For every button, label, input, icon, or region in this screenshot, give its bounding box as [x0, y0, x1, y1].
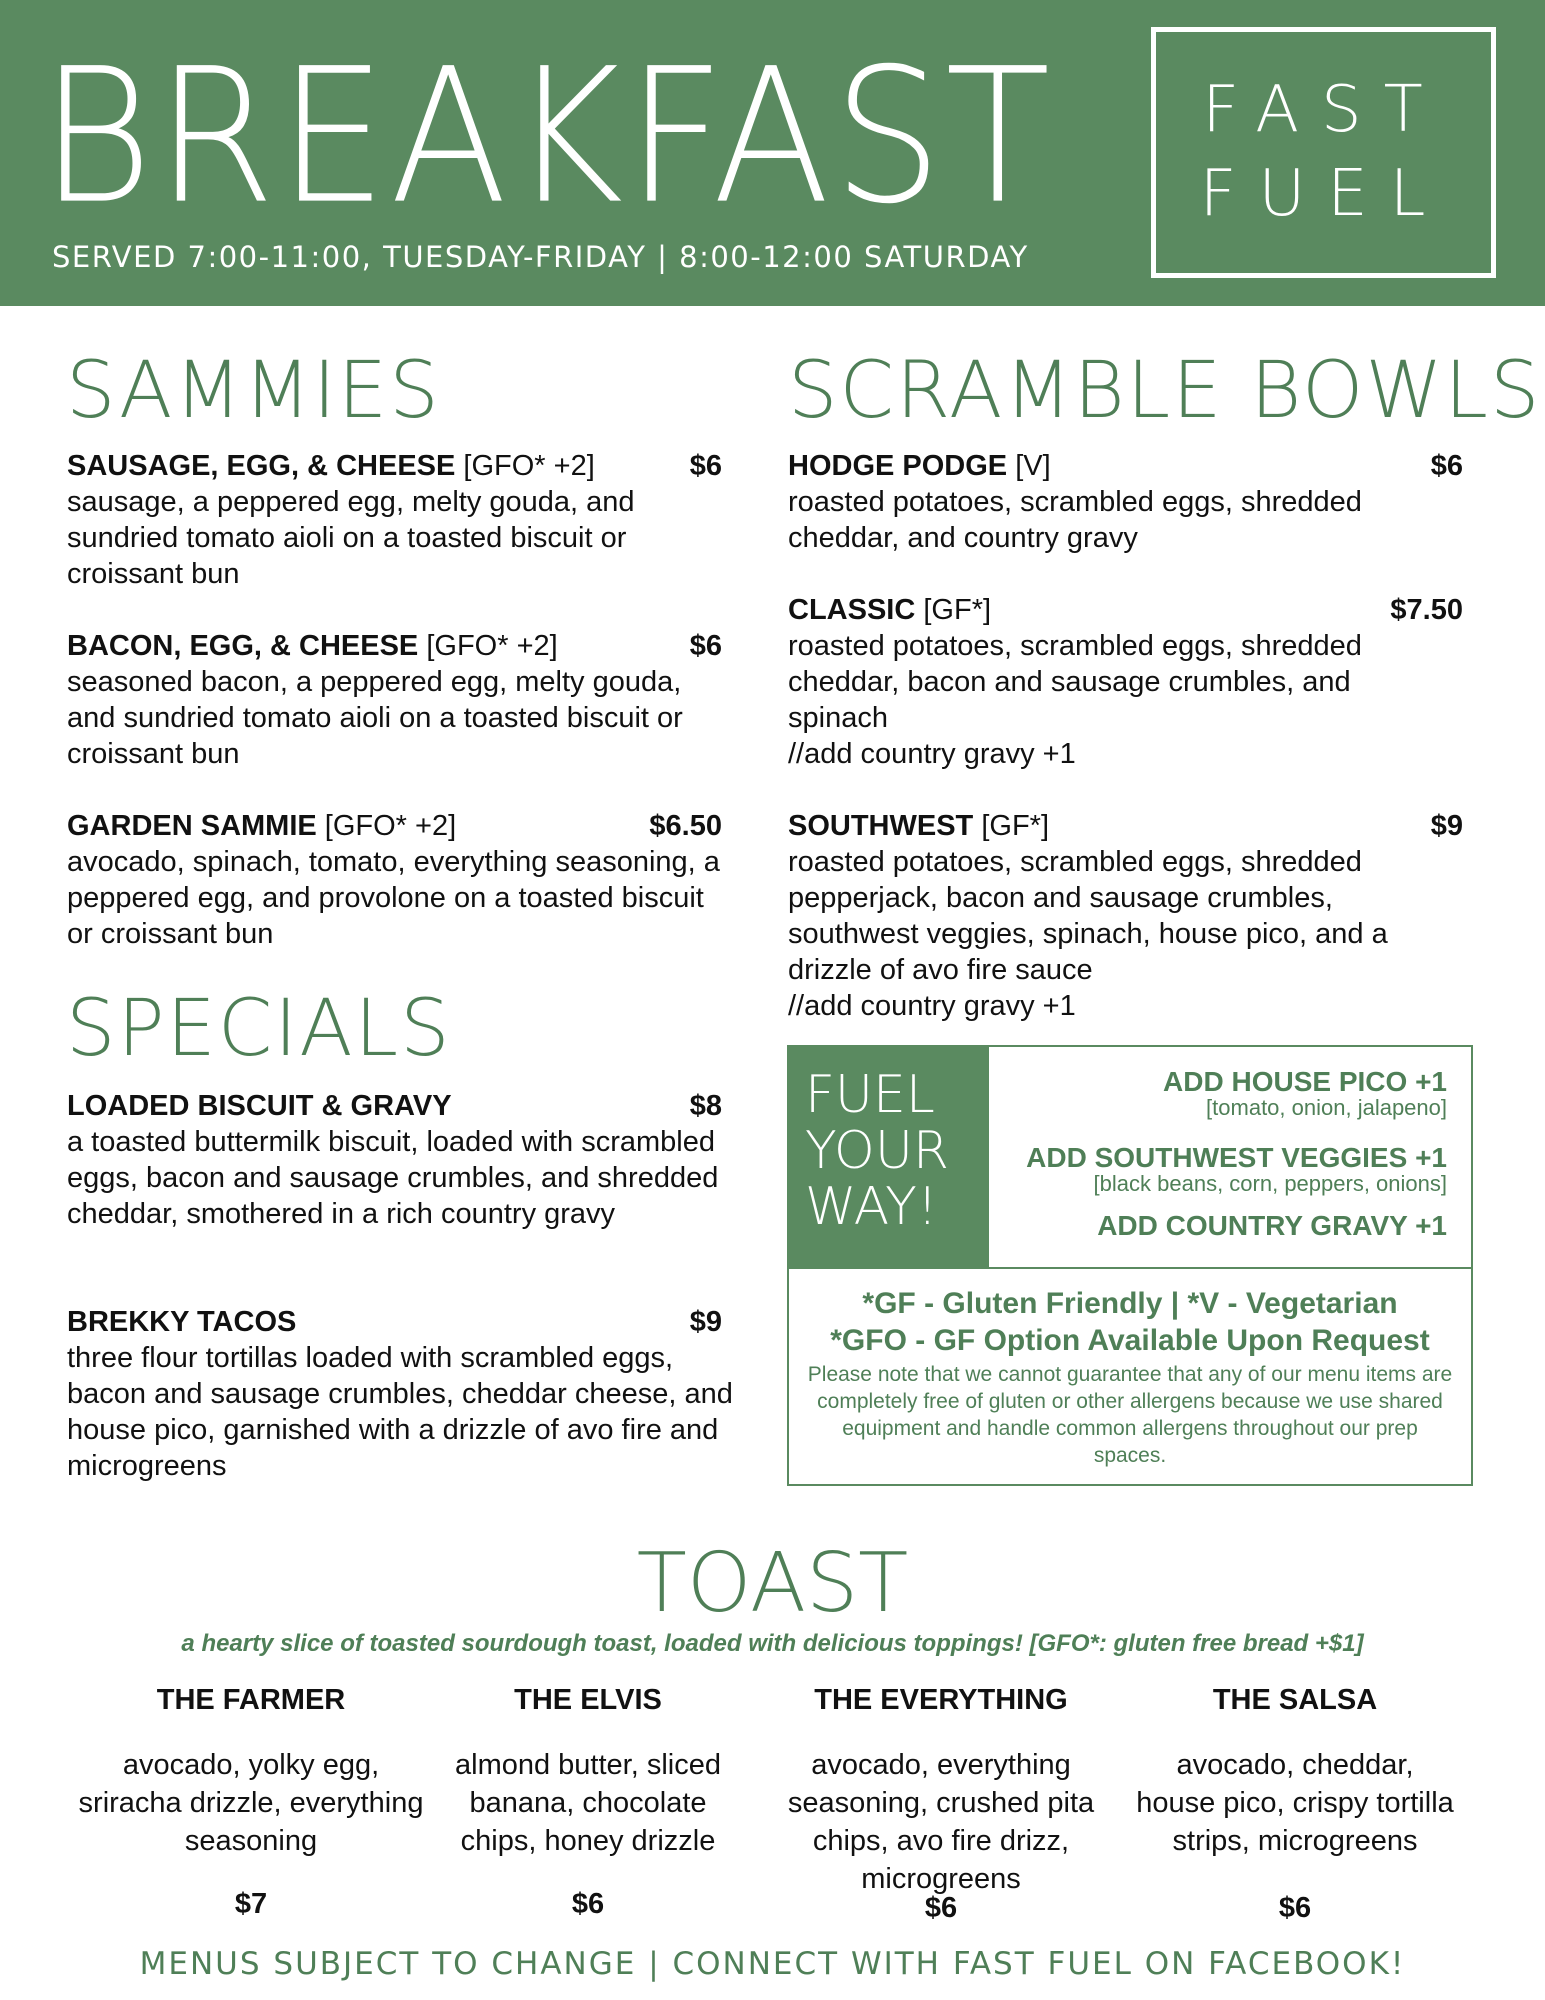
fuel-title-line: FUEL: [805, 1065, 935, 1125]
toast-item: [1135, 1682, 1455, 1924]
toast-price: $6: [924, 1892, 958, 1924]
toast-price: $6: [1278, 1892, 1312, 1924]
header-banner: [0, 0, 1545, 306]
item-price: $9: [1430, 810, 1463, 842]
allergen-disclaimer: Please note that we cannot guarantee that any of our menu items are completely free of gluten or other allergens because we use shared equipment and handle common allergens throughout our prep spaces.: [807, 1363, 1453, 1467]
item-description: sausage, a peppered egg, melty gouda, and sundried tomato aioli on a toasted biscuit or croissant bun: [67, 486, 635, 590]
item-name: SAUSAGE, EGG, & CHEESE: [67, 450, 456, 482]
item-name: HODGE PODGE: [788, 450, 1008, 482]
item-price: $6: [1430, 450, 1463, 482]
item-name: BREKKY TACOS: [67, 1306, 297, 1338]
menu-item: [67, 808, 722, 952]
item-price: $6.50: [649, 810, 722, 842]
toast-price: $7: [234, 1888, 268, 1920]
legend-line-gfo: *GFO - GF Option Available Upon Request: [830, 1324, 1430, 1357]
toast-price: $6: [571, 1888, 605, 1920]
menu-item: [67, 448, 722, 592]
toast-description: avocado, yolky egg, sriracha drizzle, everything seasoning: [78, 1749, 424, 1857]
item-price: $9: [689, 1306, 722, 1338]
legend-line-gf-v: *GF - Gluten Friendly | *V - Vegetarian: [862, 1287, 1398, 1320]
item-name: CLASSIC: [788, 594, 916, 626]
toast-item: [76, 1682, 426, 1920]
item-tag: [GF*]: [923, 594, 992, 626]
menu-item: [67, 628, 722, 772]
menu-item: [788, 808, 1463, 1024]
item-name: LOADED BISCUIT & GRAVY: [67, 1090, 452, 1122]
toast-name: THE ELVIS: [514, 1684, 662, 1716]
toast-name: THE FARMER: [156, 1684, 346, 1716]
item-tag: [V]: [1015, 450, 1051, 482]
toast-name: THE EVERYTHING: [814, 1684, 1068, 1716]
item-price: $7.50: [1390, 594, 1463, 626]
addon-note: [black beans, corn, peppers, onions]: [1093, 1171, 1447, 1196]
item-description: roasted potatoes, scrambled eggs, shredded cheddar, bacon and sausage crumbles, and spinach //add country gravy +1: [788, 630, 1362, 770]
fuel-your-way-box: [787, 1045, 1473, 1486]
item-description: a toasted buttermilk biscuit, loaded with scrambled eggs, bacon and sausage crumbles, and shredded cheddar, smothered in a rich country gravy: [67, 1126, 719, 1230]
item-name: SOUTHWEST: [788, 810, 974, 842]
addon-note: [tomato, onion, jalapeno]: [1206, 1095, 1447, 1120]
addon-name: ADD COUNTRY GRAVY +1: [1097, 1210, 1447, 1241]
menu-item: [67, 1304, 757, 1484]
toast-name: THE SALSA: [1212, 1684, 1378, 1716]
toast-description: almond butter, sliced banana, chocolate chips, honey drizzle: [455, 1749, 721, 1857]
item-description: three flour tortillas loaded with scrambled eggs, bacon and sausage crumbles, cheddar cheese, and house pico, garnished with a drizzle of avo fire and microgreens: [67, 1342, 733, 1482]
menu-item: [788, 448, 1463, 556]
sammies-heading: SAMMIES: [66, 346, 441, 436]
toast-description: avocado, everything seasoning, crushed pita chips, avo fire drizz, microgreens: [787, 1749, 1095, 1895]
addon-name: ADD SOUTHWEST VEGGIES +1: [1026, 1142, 1447, 1173]
item-tag: [GFO* +2]: [463, 450, 595, 482]
toast-item: [428, 1682, 748, 1920]
item-tag: [GFO* +2]: [426, 630, 558, 662]
toast-heading: TOAST: [636, 1536, 909, 1631]
fuel-title-line: WAY!: [805, 1177, 938, 1237]
item-description: avocado, spinach, tomato, everything seasoning, a peppered egg, and provolone on a toasted biscuit or croissant bun: [67, 846, 720, 950]
fuel-your-way-title: [789, 1047, 989, 1267]
scramble-bowls-heading: SCRAMBLE BOWLS: [788, 346, 1542, 436]
dietary-legend: [789, 1285, 1471, 1469]
item-tag: [GFO* +2]: [324, 810, 457, 842]
item-name: BACON, EGG, & CHEESE: [67, 630, 419, 662]
item-price: $6: [689, 630, 722, 662]
logo-line-1: FAST: [1202, 73, 1445, 147]
item-price: $8: [689, 1090, 722, 1122]
item-tag: [GF*]: [981, 810, 1050, 842]
menu-item: [67, 1088, 722, 1232]
addon-country-gravy: [1097, 1211, 1447, 1241]
toast-subtitle: a hearty slice of toasted sourdough toast, loaded with delicious toppings! [GFO*: gluten free bread +$1]: [181, 1630, 1364, 1657]
logo-line-2: FUEL: [1199, 157, 1448, 231]
item-description: roasted potatoes, scrambled eggs, shredded pepperjack, bacon and sausage crumbles, southwest veggies, spinach, house pico, and a drizzle of avo fire sauce //add country gravy +1: [788, 846, 1388, 1022]
addon-name: ADD HOUSE PICO +1: [1163, 1066, 1447, 1097]
addon-southwest-veggies: [1026, 1143, 1447, 1195]
footer-note: MENUS SUBJECT TO CHANGE | CONNECT WITH FAST FUEL ON FACEBOOK!: [139, 1946, 1406, 1982]
menu-title: BREAKFAST: [40, 27, 1054, 245]
box-divider: [789, 1267, 1471, 1269]
toast-item: [760, 1682, 1122, 1924]
addon-house-pico: [1163, 1067, 1447, 1119]
item-name: GARDEN SAMMIE: [67, 810, 317, 842]
specials-heading: SPECIALS: [66, 984, 452, 1074]
item-price: $6: [689, 450, 722, 482]
item-description: roasted potatoes, scrambled eggs, shredded cheddar, and country gravy: [788, 486, 1362, 554]
fuel-title-line: YOUR: [805, 1121, 950, 1181]
service-hours: SERVED 7:00-11:00, TUESDAY-FRIDAY | 8:00-12:00 SATURDAY: [52, 240, 1029, 274]
fast-fuel-logo: [1151, 27, 1496, 278]
toast-description: avocado, cheddar, house pico, crispy tortilla strips, microgreens: [1136, 1749, 1454, 1857]
item-description: seasoned bacon, a peppered egg, melty gouda, and sundried tomato aioli on a toasted biscuit or croissant bun: [67, 666, 683, 770]
menu-item: [788, 592, 1463, 772]
